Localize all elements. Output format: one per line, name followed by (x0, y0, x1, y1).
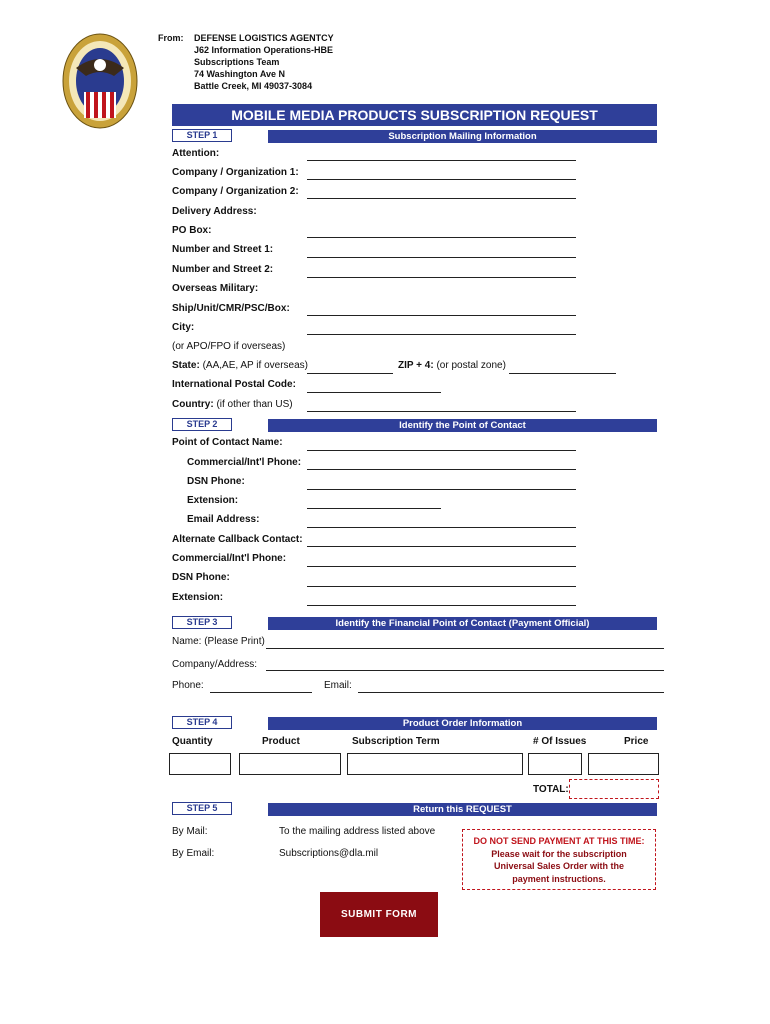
intl-postal-field[interactable] (307, 392, 441, 393)
ship-label: Ship/Unit/CMR/PSC/Box: (172, 303, 290, 314)
alt-dsn-field[interactable] (307, 586, 576, 587)
org2-field[interactable] (307, 198, 576, 199)
alt-commercial-field[interactable] (307, 566, 576, 567)
city-field[interactable] (307, 334, 576, 335)
country-label (172, 399, 293, 410)
fin-email-field[interactable] (358, 692, 664, 693)
extension-label: Extension: (187, 495, 239, 506)
col-subscription-term: Subscription Term (352, 736, 440, 747)
street1-field[interactable] (307, 257, 576, 258)
org2-label: Company / Organization 2: (172, 186, 299, 197)
commercial-phone-field[interactable] (307, 469, 576, 470)
step4-badge: STEP 4 (172, 716, 232, 729)
commercial-phone-label: Commercial/Int'l Phone: (187, 457, 302, 468)
country-label-text: Country: (172, 399, 214, 410)
address-line: Subscriptions Team (194, 57, 280, 67)
quantity-input[interactable] (169, 753, 231, 775)
alt-contact-label: Alternate Callback Contact: (172, 534, 303, 545)
col-quantity: Quantity (172, 736, 213, 747)
step5-bar: Return this REQUEST (268, 803, 657, 816)
form-title: MOBILE MEDIA PRODUCTS SUBSCRIPTION REQUEST (172, 104, 657, 126)
address-line: J62 Information Operations-HBE (194, 45, 334, 55)
intl-postal-label: International Postal Code: (172, 379, 296, 390)
step4-bar: Product Order Information (268, 717, 657, 730)
dsn-phone-label: DSN Phone: (187, 476, 245, 487)
col-product: Product (262, 736, 300, 747)
city-label: City: (172, 322, 195, 333)
org1-label: Company / Organization 1: (172, 167, 299, 178)
from-label: From: (158, 33, 184, 43)
step2-badge: STEP 2 (172, 418, 232, 431)
subscription-term-select[interactable] (347, 753, 523, 775)
alt-commercial-label: Commercial/Int'l Phone: (172, 553, 287, 564)
org1-field[interactable] (307, 179, 576, 180)
product-select[interactable] (239, 753, 341, 775)
warning-line: Please wait for the subscription (491, 848, 627, 859)
zip-label-text: ZIP + 4: (398, 360, 434, 371)
alt-extension-label: Extension: (172, 592, 224, 603)
state-label-text: State: (172, 360, 200, 371)
email-address-label: Email Address: (187, 514, 260, 525)
city-note: (or APO/FPO if overseas) (172, 341, 286, 352)
zip-field[interactable] (509, 373, 616, 374)
poc-name-label: Point of Contact Name: (172, 437, 283, 448)
fin-name-label: Name: (Please Print) (172, 636, 265, 647)
fin-name-field[interactable] (266, 648, 664, 649)
col-issues: # Of Issues (533, 736, 587, 747)
dla-seal (62, 32, 138, 130)
attention-label: Attention: (172, 148, 220, 159)
by-email-label: By Email: (172, 848, 215, 859)
total-label: TOTAL: (533, 784, 569, 795)
total-field[interactable] (569, 779, 659, 799)
fin-company-label: Company/Address: (172, 659, 258, 670)
by-mail-value: To the mailing address listed above (279, 826, 436, 837)
zip-label (398, 360, 506, 371)
state-field[interactable] (307, 373, 393, 374)
street1-label: Number and Street 1: (172, 244, 274, 255)
warning-line: Universal Sales Order with the (493, 861, 625, 871)
ship-field[interactable] (307, 315, 576, 316)
fin-phone-label: Phone: (172, 680, 204, 691)
fin-phone-field[interactable] (210, 692, 312, 693)
warning-title: DO NOT SEND PAYMENT AT THIS TIME: (473, 836, 645, 846)
attention-field[interactable] (307, 160, 576, 161)
step5-badge: STEP 5 (172, 802, 232, 815)
po-box-label: PO Box: (172, 225, 212, 236)
country-field[interactable] (307, 411, 576, 412)
step2-bar: Identify the Point of Contact (268, 419, 657, 432)
alt-contact-field[interactable] (307, 546, 576, 547)
step3-badge: STEP 3 (172, 616, 232, 629)
street2-label: Number and Street 2: (172, 264, 274, 275)
street2-field[interactable] (307, 277, 576, 278)
fin-email-label: Email: (324, 680, 352, 691)
col-price: Price (624, 736, 649, 747)
delivery-label: Delivery Address: (172, 206, 257, 217)
from-address (194, 32, 334, 92)
payment-warning (462, 829, 656, 890)
step3-bar: Identify the Financial Point of Contact (Payment Official) (268, 617, 657, 630)
dsn-phone-field[interactable] (307, 489, 576, 490)
issues-input[interactable] (528, 753, 582, 775)
email-address-field[interactable] (307, 527, 576, 528)
extension-field[interactable] (307, 508, 441, 509)
warning-line: payment instructions. (512, 873, 606, 884)
address-line: 74 Washington Ave N (194, 69, 286, 79)
fin-company-field[interactable] (266, 670, 664, 671)
alt-extension-field[interactable] (307, 605, 576, 606)
submit-form-button[interactable]: SUBMIT FORM (320, 892, 438, 937)
overseas-label: Overseas Military: (172, 283, 259, 294)
step1-bar: Subscription Mailing Information (268, 130, 657, 143)
step1-badge: STEP 1 (172, 129, 232, 142)
by-mail-label: By Mail: (172, 826, 208, 837)
address-line: DEFENSE LOGISTICS AGENTCY (194, 33, 334, 43)
address-line: Battle Creek, MI 49037-3084 (194, 81, 313, 91)
poc-name-field[interactable] (307, 450, 576, 451)
by-email-value: Subscriptions@dla.mil (279, 848, 379, 859)
country-note: (if other than US) (216, 399, 293, 410)
state-note: (AA,AE, AP if overseas) (202, 360, 308, 371)
po-box-field[interactable] (307, 237, 576, 238)
alt-dsn-label: DSN Phone: (172, 572, 230, 583)
price-input[interactable] (588, 753, 659, 775)
zip-note: (or postal zone) (436, 360, 506, 371)
state-label (172, 360, 308, 371)
